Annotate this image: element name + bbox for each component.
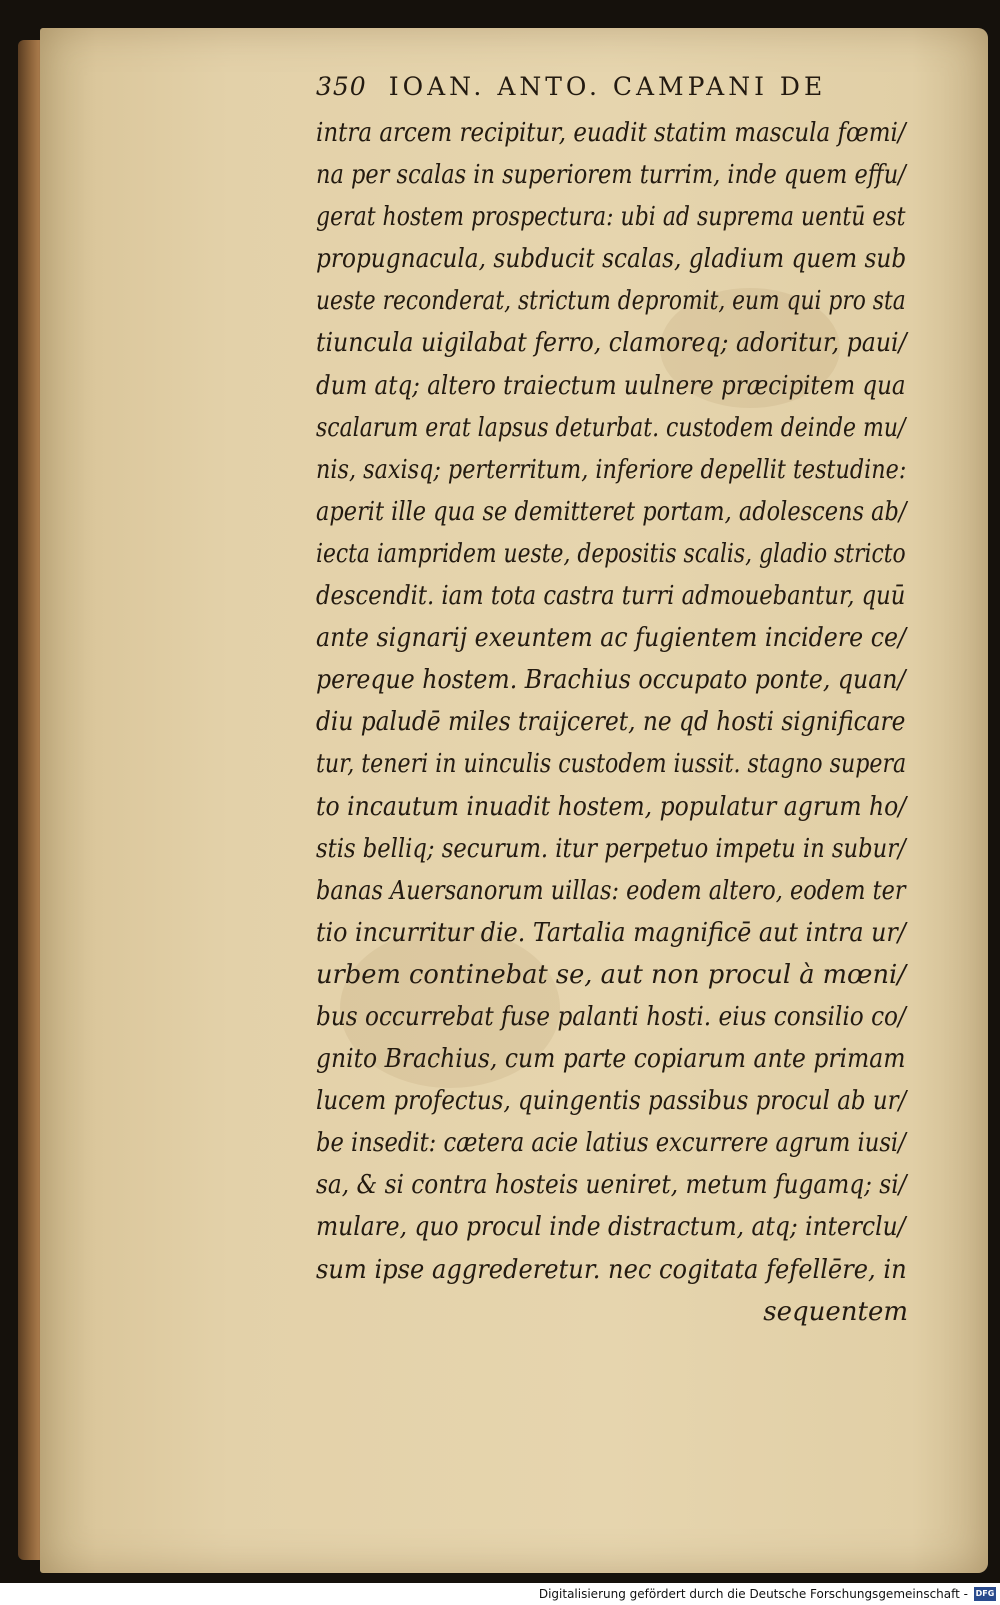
text-line: ueste reconderat, strictum depromit, eum qui pro sta [316, 286, 906, 317]
text-line: propugnacula, subducit scalas, gladium quem sub [316, 244, 907, 275]
text-line: na per scalas in superiorem turrim, inde quem effu/ [316, 160, 906, 191]
footer-credit: Digitalisierung gefördert durch die Deutsche Forschungsgemeinschaft - [538, 1587, 968, 1601]
text-line: lucem profectus, quingentis passibus procul ab ur/ [316, 1086, 907, 1117]
text-line: sa, & si contra hosteis ueniret, metum fugamq; si/ [316, 1170, 907, 1201]
text-line: nis, saxisq; perterritum, inferiore depellit testudine: [316, 454, 907, 485]
catchword: sequentem [763, 1296, 908, 1327]
text-line: descendit. iam tota castra turri admouebantur, quū [316, 581, 906, 612]
text-line: mulare, quo procul inde distractum, atq; interclu/ [316, 1212, 906, 1243]
text-line: banas Auersanorum uillas: eodem altero, eodem ter [316, 875, 906, 906]
text-line: tur, teneri in uinculis custodem iussit. stagno supera [316, 749, 907, 780]
text-line: bus occurrebat fuse palanti hosti. eius consilio co/ [316, 1001, 906, 1032]
text-line: ante signarij exeuntem ac fugientem incidere ce/ [316, 623, 907, 654]
running-head-title: IOAN. ANTO. CAMPANI DE [388, 72, 827, 101]
text-line: tio incurritur die. Tartalia magnificē aut intra ur/ [316, 917, 906, 948]
text-line: aperit ille qua se demitteret portam, adolescens ab/ [316, 496, 907, 527]
text-line: urbem continebat se, aut non procul à mœni/ [316, 959, 906, 990]
text-block [316, 72, 916, 1333]
text-line: gnito Brachius, cum parte copiarum ante primam [316, 1044, 906, 1075]
text-line: gerat hostem prospectura: ubi ad suprema uentū est [316, 202, 906, 233]
body-text [316, 112, 916, 1291]
text-line: diu paludē miles traijceret, ne qd hosti significare [316, 707, 906, 738]
text-line: to incautum inuadit hostem, populatur agrum ho/ [316, 791, 907, 822]
dfg-logo: DFG [974, 1587, 996, 1601]
text-line: iecta iampridem ueste, depositis scalis, gladio stricto [316, 538, 906, 569]
text-line: intra arcem recipitur, euadit statim mascula fœmi/ [316, 118, 906, 148]
text-line: scalarum erat lapsus deturbat. custodem deinde mu/ [316, 412, 906, 443]
digitization-footer [0, 1583, 1000, 1605]
text-line: stis belliq; securum. itur perpetuo impetu in subur/ [316, 833, 906, 864]
text-line: pereque hostem. Brachius occupato ponte, quan/ [316, 665, 906, 696]
text-line: tiuncula uigilabat ferro, clamoreq; adoritur, paui/ [316, 328, 907, 359]
text-line: be insedit: cætera acie latius excurrere agrum iusi/ [316, 1128, 906, 1159]
text-line: dum atq; altero traiectum uulnere præcipitem qua [316, 370, 906, 401]
text-line: sum ipse aggrederetur. nec cogitata fefellēre, in [316, 1254, 907, 1285]
page-number: 350 [316, 72, 367, 101]
running-head [316, 72, 916, 112]
